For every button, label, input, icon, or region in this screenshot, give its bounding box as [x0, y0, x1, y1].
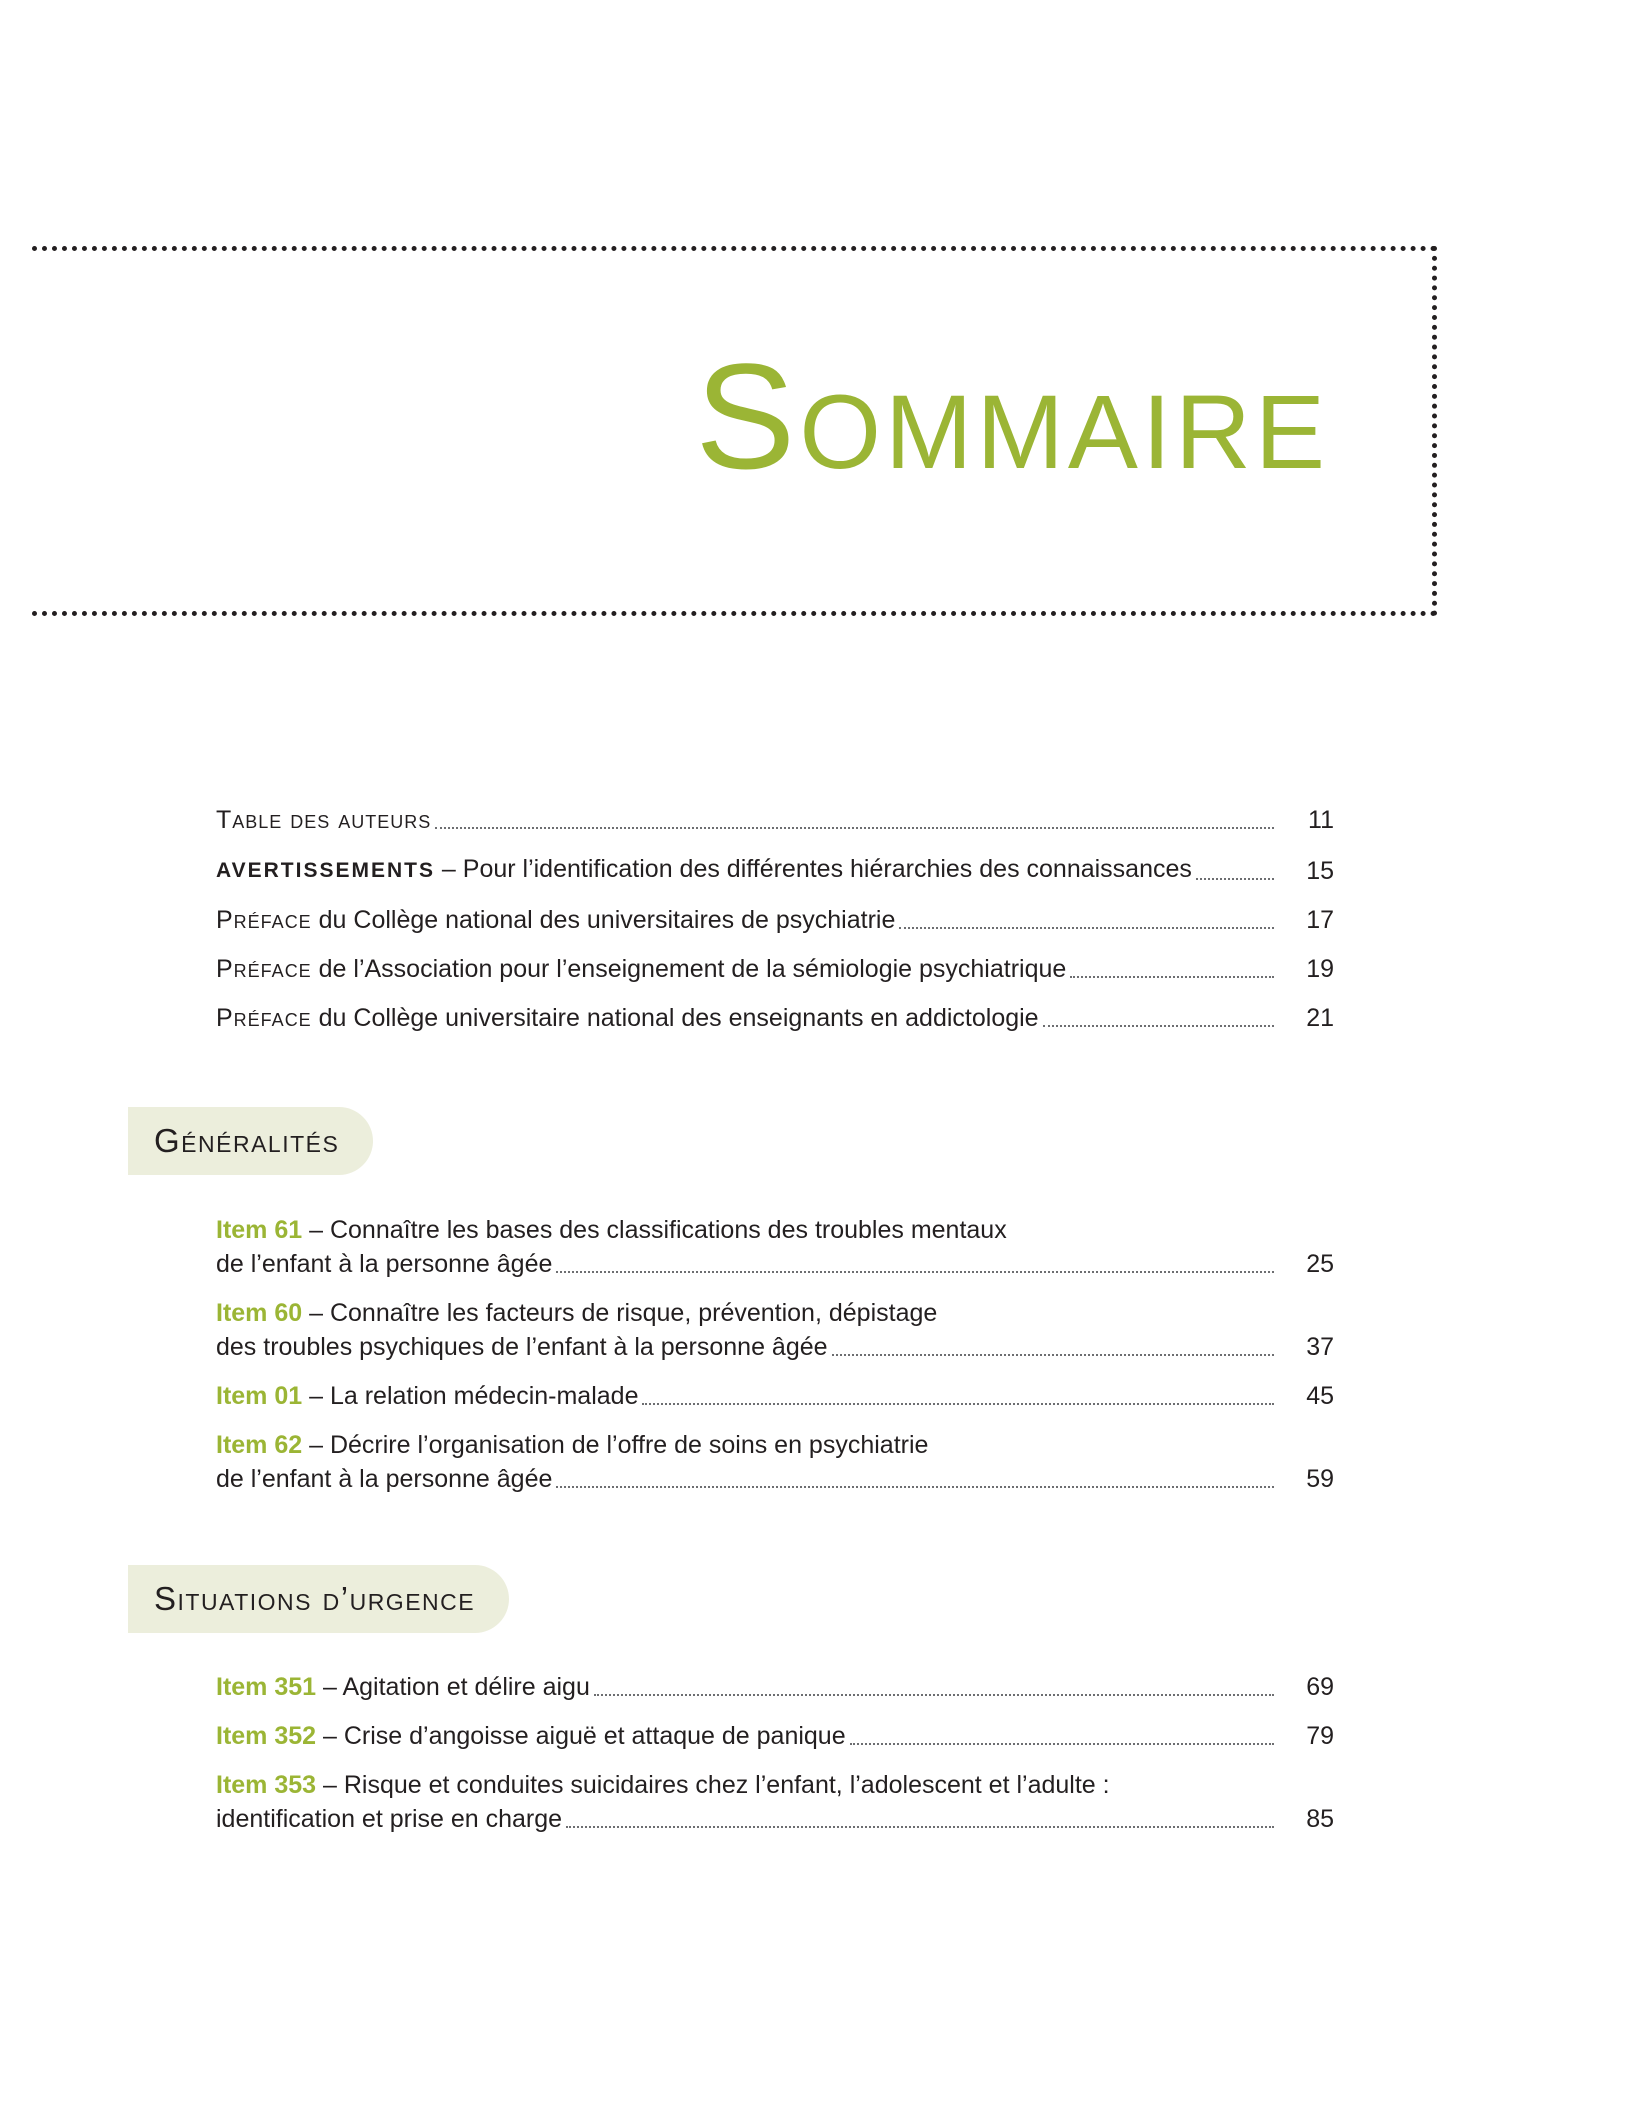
toc-entry-avertissements[interactable] [216, 852, 1334, 888]
dot-leader [594, 1694, 1274, 1696]
toc-entry-item-62[interactable] [216, 1428, 1334, 1496]
page-number: 21 [1306, 1004, 1334, 1032]
toc-entry-item-60[interactable] [216, 1296, 1334, 1364]
entry-keyword: Table des auteurs [216, 806, 432, 834]
entry-text: de l’Association pour l’enseignement de la sémiologie psychiatrique [311, 955, 1067, 983]
toc-entry-item-352[interactable] [216, 1719, 1334, 1753]
section-generalites-list [216, 1213, 1334, 1511]
entry-keyword: Préface [216, 1004, 312, 1032]
dot-leader [832, 1354, 1274, 1356]
page-number: 45 [1306, 1382, 1334, 1410]
page-title: Sommaire [695, 332, 1329, 500]
item-title-line1: – Décrire l’organisation de l’offre de soins en psychiatrie [302, 1431, 929, 1459]
page-number: 59 [1306, 1465, 1334, 1493]
item-label: Item 01 [216, 1382, 303, 1410]
page-number: 25 [1306, 1250, 1334, 1278]
item-label: Item 60 [216, 1299, 303, 1327]
item-title-line1: – La relation médecin-malade [302, 1382, 639, 1410]
toc-entry-preface-aesp[interactable] [216, 952, 1334, 986]
dot-leader [556, 1271, 1274, 1273]
dot-leader [556, 1486, 1274, 1488]
page-number: 79 [1306, 1722, 1334, 1750]
item-label: Item 61 [216, 1216, 303, 1244]
dot-leader [899, 927, 1274, 929]
item-title-line1: – Crise d’angoisse aiguë et attaque de panique [316, 1722, 846, 1750]
toc-entry-preface-cnup[interactable] [216, 903, 1334, 937]
entry-keyword: AVERTISSEMENTS [216, 859, 435, 882]
page-number: 17 [1306, 906, 1334, 934]
title-frame [32, 246, 1437, 616]
toc-entry-item-01[interactable] [216, 1379, 1334, 1413]
entry-keyword: Préface [216, 906, 312, 934]
section-urgence-list [216, 1670, 1334, 1851]
dot-leader [566, 1826, 1274, 1828]
item-label: Item 62 [216, 1431, 303, 1459]
item-title-line1: – Connaître les bases des classifications des troubles mentaux [302, 1216, 1007, 1244]
section-tab-situations-urgence [128, 1565, 509, 1633]
item-label: Item 352 [216, 1722, 317, 1750]
item-title-line2: des troubles psychiques de l’enfant à la personne âgée [216, 1333, 828, 1361]
item-title-line1: – Connaître les facteurs de risque, prévention, dépistage [302, 1299, 938, 1327]
section-title: Généralités [154, 1122, 340, 1159]
item-title-line1: – Agitation et délire aigu [316, 1673, 590, 1701]
section-tab-generalites [128, 1107, 373, 1175]
page-number: 69 [1306, 1673, 1334, 1701]
dot-leader [1043, 1025, 1274, 1027]
toc-entry-table-des-auteurs[interactable] [216, 803, 1334, 837]
section-title: Situations d’urgence [154, 1580, 476, 1617]
item-title-line1: – Risque et conduites suicidaires chez l’enfant, l’adolescent et l’adulte : [316, 1771, 1110, 1799]
entry-text: – Pour l’identification des différentes hiérarchies des connaissances [434, 855, 1192, 883]
entry-keyword: Préface [216, 955, 312, 983]
toc-entry-item-61[interactable] [216, 1213, 1334, 1281]
entry-text: du Collège universitaire national des enseignants en addictologie [311, 1004, 1039, 1032]
item-label: Item 351 [216, 1673, 317, 1701]
item-title-line2: de l’enfant à la personne âgée [216, 1250, 553, 1278]
front-matter-list [216, 803, 1334, 1050]
page-number: 11 [1308, 806, 1334, 834]
toc-entry-preface-cunea[interactable] [216, 1001, 1334, 1035]
page-number: 85 [1306, 1805, 1334, 1833]
dot-leader [642, 1403, 1274, 1405]
dot-leader [435, 827, 1274, 829]
page-number: 19 [1306, 955, 1334, 983]
dot-leader [850, 1743, 1274, 1745]
entry-text: du Collège national des universitaires de psychiatrie [311, 906, 896, 934]
dot-leader [1070, 976, 1274, 978]
item-title-line2: identification et prise en charge [216, 1805, 563, 1833]
toc-entry-item-353[interactable] [216, 1768, 1334, 1836]
page-number: 37 [1306, 1333, 1334, 1361]
item-title-line2: de l’enfant à la personne âgée [216, 1465, 553, 1493]
dot-leader [1196, 878, 1274, 880]
toc-entry-item-351[interactable] [216, 1670, 1334, 1704]
page-number: 15 [1306, 857, 1334, 885]
item-label: Item 353 [216, 1771, 317, 1799]
